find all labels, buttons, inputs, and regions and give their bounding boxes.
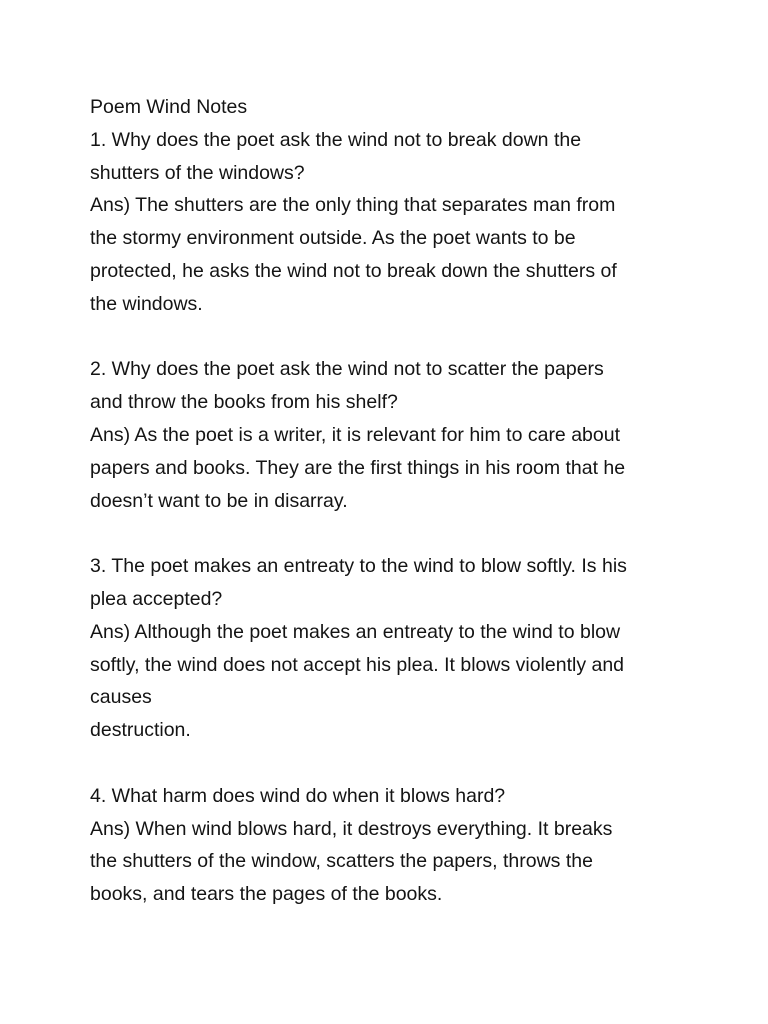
question-1-line-1: 1. Why does the poet ask the wind not to break down the bbox=[90, 128, 582, 151]
paragraph-spacer bbox=[90, 747, 690, 780]
document-page bbox=[90, 91, 690, 911]
qa-block-2 bbox=[90, 353, 690, 517]
question-2-line-1: 2. Why does the poet ask the wind not to scatter the papers bbox=[90, 358, 604, 381]
answer-2-line-1: Ans) As the poet is a writer, it is relevant for him to care about bbox=[90, 423, 620, 446]
answer-3-line-1: Ans) Although the poet makes an entreaty to the wind to blow bbox=[90, 620, 621, 643]
qa-block-4 bbox=[90, 780, 690, 911]
answer-4-line-3: books, and tears the pages of the books. bbox=[90, 883, 443, 906]
question-3-line-1: 3. The poet makes an entreaty to the wind to blow softly. Is his bbox=[90, 555, 627, 578]
paragraph-spacer bbox=[90, 517, 690, 550]
answer-4-line-2: the shutters of the window, scatters the papers, throws the bbox=[90, 850, 593, 873]
question-4-line-1: 4. What harm does wind do when it blows hard? bbox=[90, 784, 506, 807]
answer-2-line-3: doesn’t want to be in disarray. bbox=[90, 489, 348, 512]
question-3-line-2: plea accepted? bbox=[90, 587, 223, 610]
paragraph-spacer bbox=[90, 321, 690, 354]
answer-3-line-2: softly, the wind does not accept his plea. It blows violently and bbox=[90, 653, 625, 676]
answer-2-line-2: papers and books. They are the first things in his room that he bbox=[90, 456, 626, 479]
answer-3-line-3: causes bbox=[90, 686, 152, 709]
answer-1-line-1: Ans) The shutters are the only thing that separates man from bbox=[90, 194, 616, 217]
answer-1-line-3: protected, he asks the wind not to break down the shutters of bbox=[90, 259, 617, 282]
question-2-line-2: and throw the books from his shelf? bbox=[90, 391, 398, 414]
answer-1-line-4: the windows. bbox=[90, 292, 203, 315]
question-1-line-2: shutters of the windows? bbox=[90, 161, 305, 184]
answer-4-line-1: Ans) When wind blows hard, it destroys everything. It breaks bbox=[90, 817, 613, 840]
answer-1-line-2: the stormy environment outside. As the poet wants to be bbox=[90, 227, 576, 250]
qa-block-1 bbox=[90, 124, 690, 321]
qa-block-3 bbox=[90, 550, 690, 747]
document-title: Poem Wind Notes bbox=[90, 96, 248, 118]
answer-3-line-4: destruction. bbox=[90, 719, 191, 742]
